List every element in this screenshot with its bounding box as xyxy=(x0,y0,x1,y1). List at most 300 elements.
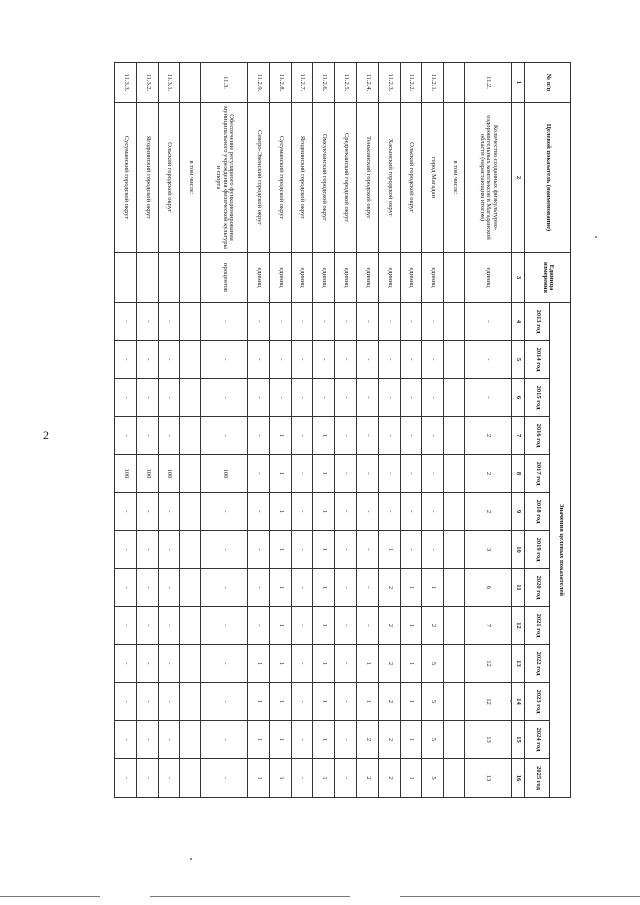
value-cell: 13 xyxy=(465,759,512,798)
value-cell: 1 xyxy=(248,645,270,683)
unit-cell: единиц xyxy=(248,253,270,303)
value-cell: - xyxy=(422,379,444,417)
table-row xyxy=(115,63,137,798)
row-number-cell: 11.2.1. xyxy=(422,63,444,103)
value-cell: 1 xyxy=(269,683,291,721)
value-cell: 1 xyxy=(313,569,335,607)
header-year: 2013 год xyxy=(525,303,550,341)
value-cell: 1 xyxy=(269,721,291,759)
indicator-name-cell: Ягоднинский городской округ xyxy=(136,103,158,253)
column-number: 9 xyxy=(511,493,525,531)
value-cell: - xyxy=(158,303,180,341)
column-number: 11 xyxy=(511,569,525,607)
scan-speck xyxy=(510,700,512,702)
value-cell: - xyxy=(378,379,400,417)
indicator-name-cell: в том числе: xyxy=(180,103,201,253)
value-cell: - xyxy=(115,721,137,759)
value-cell: 1 xyxy=(313,759,335,798)
value-cell: - xyxy=(357,417,379,455)
row-number-cell: 11.2. xyxy=(465,63,512,103)
value-cell: - xyxy=(335,683,357,721)
column-number: 10 xyxy=(511,531,525,569)
value-cell: - xyxy=(115,303,137,341)
value-cell: - xyxy=(158,493,180,531)
value-cell: - xyxy=(400,531,422,569)
value-cell: - xyxy=(269,379,291,417)
value-cell: - xyxy=(115,569,137,607)
value-cell: 2 xyxy=(357,759,379,798)
value-cell: - xyxy=(291,379,313,417)
value-cell: - xyxy=(248,303,270,341)
unit-cell: единиц xyxy=(378,253,400,303)
value-cell: 1 xyxy=(269,417,291,455)
value-cell: - xyxy=(400,341,422,379)
value-cell: - xyxy=(291,493,313,531)
value-cell: - xyxy=(269,341,291,379)
value-cell: - xyxy=(248,341,270,379)
value-cell: - xyxy=(465,379,512,417)
value-cell: - xyxy=(201,645,248,683)
value-cell: - xyxy=(158,341,180,379)
column-number: 16 xyxy=(511,759,525,798)
row-number-cell: 11.3.3. xyxy=(115,63,137,103)
value-cell: - xyxy=(400,379,422,417)
indicator-name-cell: Сусуманский городской округ xyxy=(269,103,291,253)
value-cell xyxy=(444,341,465,379)
value-cell: - xyxy=(201,683,248,721)
value-cell xyxy=(444,721,465,759)
scan-speck xyxy=(595,236,597,238)
value-cell: 2 xyxy=(378,721,400,759)
value-cell: 1 xyxy=(400,645,422,683)
value-cell: - xyxy=(465,303,512,341)
value-cell: - xyxy=(201,569,248,607)
value-cell: 1 xyxy=(313,721,335,759)
value-cell: - xyxy=(313,379,335,417)
value-cell: - xyxy=(357,531,379,569)
value-cell: 1 xyxy=(248,683,270,721)
value-cell: 1 xyxy=(269,531,291,569)
row-number-cell: 11.2.2. xyxy=(400,63,422,103)
value-cell xyxy=(444,493,465,531)
value-cell: - xyxy=(158,607,180,645)
value-cell: - xyxy=(158,379,180,417)
value-cell: - xyxy=(422,303,444,341)
column-number: 15 xyxy=(511,721,525,759)
value-cell: 100 xyxy=(201,455,248,493)
value-cell: 7 xyxy=(465,607,512,645)
value-cell: 1 xyxy=(269,569,291,607)
value-cell: 12 xyxy=(465,645,512,683)
value-cell: - xyxy=(400,455,422,493)
value-cell: 1 xyxy=(313,607,335,645)
column-number: 14 xyxy=(511,683,525,721)
table-row xyxy=(180,63,201,798)
value-cell: 5 xyxy=(422,645,444,683)
indicator-name-cell: Количество созданных физкультурно-оздоровительных комплексов в Магаданской области (нарастающим итогом) xyxy=(465,103,512,253)
value-cell xyxy=(444,683,465,721)
value-cell xyxy=(444,759,465,798)
unit-cell: процентов xyxy=(201,253,248,303)
value-cell: - xyxy=(136,531,158,569)
value-cell: - xyxy=(335,303,357,341)
column-number: 8 xyxy=(511,455,525,493)
value-cell: 6 xyxy=(465,569,512,607)
value-cell: - xyxy=(335,645,357,683)
unit-cell xyxy=(444,253,465,303)
column-number: 5 xyxy=(511,341,525,379)
value-cell: - xyxy=(422,493,444,531)
column-number: 4 xyxy=(511,303,525,341)
unit-cell: единиц xyxy=(269,253,291,303)
value-cell: 1 xyxy=(313,645,335,683)
value-cell: - xyxy=(357,341,379,379)
value-cell: - xyxy=(201,379,248,417)
value-cell: - xyxy=(201,531,248,569)
table-row xyxy=(313,63,335,798)
value-cell: - xyxy=(291,645,313,683)
value-cell: 2 xyxy=(422,607,444,645)
value-cell: - xyxy=(136,417,158,455)
value-cell xyxy=(180,759,201,798)
value-cell xyxy=(180,607,201,645)
value-cell: - xyxy=(248,379,270,417)
value-cell: - xyxy=(400,303,422,341)
table-row xyxy=(444,63,465,798)
value-cell: 12 xyxy=(465,683,512,721)
value-cell: 1 xyxy=(269,607,291,645)
value-cell: - xyxy=(136,569,158,607)
indicator-name-cell: Среднеканский городской округ xyxy=(335,103,357,253)
table-row xyxy=(269,63,291,798)
value-cell: 5 xyxy=(422,721,444,759)
value-cell: - xyxy=(400,417,422,455)
value-cell: 100 xyxy=(158,455,180,493)
value-cell: - xyxy=(378,417,400,455)
table-row xyxy=(465,63,512,798)
value-cell: - xyxy=(158,569,180,607)
value-cell: - xyxy=(335,455,357,493)
value-cell: - xyxy=(248,531,270,569)
value-cell: - xyxy=(422,531,444,569)
value-cell xyxy=(444,455,465,493)
value-cell: - xyxy=(136,303,158,341)
header-values-group: Значения целевых показателей xyxy=(550,303,571,798)
value-cell xyxy=(180,531,201,569)
unit-cell: единиц xyxy=(465,253,512,303)
value-cell: - xyxy=(158,683,180,721)
value-cell: - xyxy=(357,379,379,417)
header-unit: Единица измерения xyxy=(525,253,571,303)
value-cell: - xyxy=(136,341,158,379)
value-cell: 5 xyxy=(422,759,444,798)
value-cell: - xyxy=(313,303,335,341)
value-cell: - xyxy=(201,303,248,341)
column-number: 2 xyxy=(511,103,525,253)
value-cell: - xyxy=(201,721,248,759)
value-cell: 1 xyxy=(422,569,444,607)
row-number-cell: 11.2.6. xyxy=(313,63,335,103)
table-row xyxy=(378,63,400,798)
header-year: 2015 год xyxy=(525,379,550,417)
value-cell: - xyxy=(115,379,137,417)
value-cell: - xyxy=(378,455,400,493)
table-row xyxy=(357,63,379,798)
value-cell: - xyxy=(335,493,357,531)
row-number-cell: 11.3.2. xyxy=(136,63,158,103)
value-cell: - xyxy=(422,417,444,455)
header-year: 2017 год xyxy=(525,455,550,493)
value-cell: - xyxy=(136,759,158,798)
header-row-1 xyxy=(550,63,571,798)
column-numbers-row xyxy=(511,63,525,798)
unit-cell xyxy=(136,253,158,303)
value-cell: - xyxy=(136,493,158,531)
value-cell: 2 xyxy=(465,493,512,531)
unit-cell: единиц xyxy=(335,253,357,303)
value-cell: 1 xyxy=(400,569,422,607)
value-cell: 2 xyxy=(357,721,379,759)
header-year: 2020 год xyxy=(525,569,550,607)
value-cell: - xyxy=(378,341,400,379)
value-cell: - xyxy=(248,569,270,607)
indicator-name-cell: Северо-Эвенский городской округ xyxy=(248,103,270,253)
value-cell: - xyxy=(269,303,291,341)
scan-line xyxy=(150,896,350,897)
value-cell: - xyxy=(115,607,137,645)
value-cell: - xyxy=(291,721,313,759)
value-cell: - xyxy=(335,341,357,379)
value-cell: - xyxy=(422,341,444,379)
value-cell: - xyxy=(291,341,313,379)
indicator-name-cell: Ольский городской округ xyxy=(158,103,180,253)
table-row xyxy=(422,63,444,798)
header-year: 2022 год xyxy=(525,645,550,683)
column-number: 1 xyxy=(511,63,525,103)
value-cell: - xyxy=(357,455,379,493)
value-cell: 1 xyxy=(269,759,291,798)
table-row xyxy=(291,63,313,798)
value-cell xyxy=(444,569,465,607)
row-number-cell: 11.2.4. xyxy=(357,63,379,103)
value-cell: - xyxy=(158,531,180,569)
value-cell: - xyxy=(357,569,379,607)
value-cell: 2 xyxy=(465,455,512,493)
value-cell: - xyxy=(201,341,248,379)
value-cell: 100 xyxy=(136,455,158,493)
value-cell: - xyxy=(357,607,379,645)
value-cell: 2 xyxy=(465,417,512,455)
value-cell: - xyxy=(422,455,444,493)
indicator-name-cell: Омсукчанский городской округ xyxy=(313,103,335,253)
value-cell xyxy=(444,645,465,683)
header-year: 2021 год xyxy=(525,607,550,645)
value-cell xyxy=(180,455,201,493)
value-cell: - xyxy=(335,379,357,417)
value-cell: - xyxy=(115,341,137,379)
indicator-name-cell: Тенькинский городской округ xyxy=(357,103,379,253)
value-cell: - xyxy=(335,721,357,759)
unit-cell xyxy=(158,253,180,303)
value-cell xyxy=(444,303,465,341)
value-cell: - xyxy=(335,417,357,455)
value-cell: 1 xyxy=(313,493,335,531)
value-cell: 1 xyxy=(400,721,422,759)
table-row xyxy=(201,63,248,798)
indicator-name-cell: в том числе: xyxy=(444,103,465,253)
value-cell: 2 xyxy=(378,683,400,721)
header-year: 2016 год xyxy=(525,417,550,455)
value-cell: - xyxy=(136,683,158,721)
value-cell: 1 xyxy=(400,683,422,721)
table-row xyxy=(136,63,158,798)
value-cell xyxy=(444,417,465,455)
value-cell: - xyxy=(201,607,248,645)
value-cell: - xyxy=(158,417,180,455)
value-cell: - xyxy=(248,455,270,493)
value-cell: 1 xyxy=(400,607,422,645)
column-number: 12 xyxy=(511,607,525,645)
value-cell: - xyxy=(335,607,357,645)
header-year: 2024 год xyxy=(525,721,550,759)
value-cell: - xyxy=(115,531,137,569)
table-row xyxy=(400,63,422,798)
value-cell: - xyxy=(248,417,270,455)
header-year: 2025 год xyxy=(525,759,550,798)
scan-line xyxy=(0,896,100,897)
value-cell: - xyxy=(115,417,137,455)
row-number-cell xyxy=(444,63,465,103)
value-cell: - xyxy=(357,493,379,531)
value-cell: - xyxy=(291,455,313,493)
value-cell: 1 xyxy=(269,493,291,531)
value-cell: - xyxy=(115,759,137,798)
value-cell: - xyxy=(136,607,158,645)
value-cell: - xyxy=(313,341,335,379)
value-cell xyxy=(180,683,201,721)
indicator-name-cell: город Магадан xyxy=(422,103,444,253)
value-cell: - xyxy=(291,759,313,798)
value-cell: - xyxy=(291,569,313,607)
value-cell: - xyxy=(335,531,357,569)
unit-cell: единиц xyxy=(422,253,444,303)
value-cell: 1 xyxy=(269,645,291,683)
unit-cell: единиц xyxy=(357,253,379,303)
value-cell: - xyxy=(291,531,313,569)
header-indicator: Целевой показатель (наименование) xyxy=(525,103,571,253)
value-cell: - xyxy=(136,721,158,759)
value-cell: 1 xyxy=(248,721,270,759)
row-number-cell: 11.2.5. xyxy=(335,63,357,103)
value-cell: - xyxy=(158,721,180,759)
value-cell xyxy=(444,379,465,417)
value-cell: 5 xyxy=(422,683,444,721)
value-cell: - xyxy=(158,759,180,798)
value-cell: 2 xyxy=(378,759,400,798)
value-cell xyxy=(180,417,201,455)
column-number: 13 xyxy=(511,645,525,683)
value-cell: - xyxy=(335,569,357,607)
value-cell: 1 xyxy=(313,683,335,721)
value-cell: - xyxy=(158,645,180,683)
value-cell: - xyxy=(136,645,158,683)
value-cell: 1 xyxy=(248,759,270,798)
column-number: 6 xyxy=(511,379,525,417)
unit-cell: единиц xyxy=(400,253,422,303)
row-number-cell xyxy=(180,63,201,103)
value-cell xyxy=(180,569,201,607)
row-number-cell: 11.2.9. xyxy=(248,63,270,103)
value-cell: - xyxy=(378,493,400,531)
value-cell: - xyxy=(201,493,248,531)
row-number-cell: 11.3.1. xyxy=(158,63,180,103)
unit-cell: единиц xyxy=(313,253,335,303)
value-cell xyxy=(444,607,465,645)
target-indicators-table xyxy=(114,62,571,798)
row-number-cell: 11.2.7. xyxy=(291,63,313,103)
value-cell: - xyxy=(248,607,270,645)
value-cell xyxy=(444,531,465,569)
value-cell xyxy=(180,379,201,417)
header-num: № п/п xyxy=(525,63,571,103)
header-year: 2023 год xyxy=(525,683,550,721)
value-cell: - xyxy=(248,493,270,531)
value-cell: 1 xyxy=(269,455,291,493)
value-cell: 2 xyxy=(378,569,400,607)
value-cell: 1 xyxy=(357,645,379,683)
rotated-table-container xyxy=(114,62,571,795)
value-cell: 1 xyxy=(313,531,335,569)
indicator-name-cell: Ольский городской округ xyxy=(400,103,422,253)
value-cell: 1 xyxy=(313,455,335,493)
row-number-cell: 11.2.3. xyxy=(378,63,400,103)
column-number: 7 xyxy=(511,417,525,455)
header-year: 2019 год xyxy=(525,531,550,569)
table-row xyxy=(158,63,180,798)
row-number-cell: 11.3. xyxy=(201,63,248,103)
value-cell: 1 xyxy=(400,759,422,798)
value-cell: - xyxy=(465,341,512,379)
value-cell: 2 xyxy=(378,607,400,645)
value-cell: 3 xyxy=(465,531,512,569)
indicator-name-cell: Ягоднинский городской округ xyxy=(291,103,313,253)
value-cell: - xyxy=(115,645,137,683)
scan-line xyxy=(400,896,640,897)
table-row xyxy=(248,63,270,798)
value-cell: 1 xyxy=(313,417,335,455)
value-cell: - xyxy=(400,493,422,531)
unit-cell xyxy=(115,253,137,303)
value-cell: 100 xyxy=(115,455,137,493)
table-row xyxy=(335,63,357,798)
value-cell: 1 xyxy=(378,531,400,569)
value-cell: - xyxy=(291,417,313,455)
unit-cell: единиц xyxy=(291,253,313,303)
value-cell: 1 xyxy=(357,683,379,721)
value-cell: 13 xyxy=(465,721,512,759)
value-cell xyxy=(180,303,201,341)
indicator-name-cell: Обеспечение регулярного функционирования муниципального учреждения физической культуры и спорта xyxy=(201,103,248,253)
value-cell: 2 xyxy=(378,645,400,683)
header-year: 2018 год xyxy=(525,493,550,531)
value-cell xyxy=(180,721,201,759)
value-cell: - xyxy=(291,607,313,645)
value-cell: - xyxy=(115,493,137,531)
header-year: 2014 год xyxy=(525,341,550,379)
value-cell xyxy=(180,645,201,683)
value-cell: - xyxy=(378,303,400,341)
unit-cell xyxy=(180,253,201,303)
